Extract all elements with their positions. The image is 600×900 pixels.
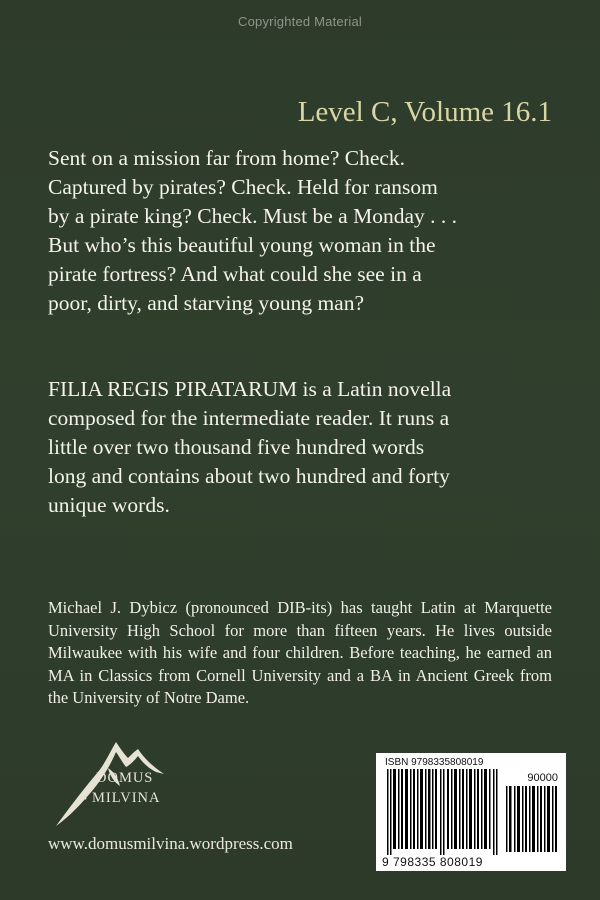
barcode-bars <box>385 769 503 855</box>
description-line: long and contains about two hundred and forty <box>48 464 450 488</box>
description-line: little over two thousand five hundred words <box>48 435 425 459</box>
blurb-line: by a pirate king? Check. Must be a Monday . . . <box>48 204 458 228</box>
publisher-logo <box>52 734 182 834</box>
isbn-label: ISBN 9798335808019 <box>385 757 484 768</box>
publisher-name-line2: MILVINA <box>92 790 161 806</box>
blurb-line: pirate fortress? And what could she see in a <box>48 262 422 286</box>
publisher-name-line1: DOMUS <box>96 770 154 786</box>
blurb-paragraph <box>48 144 552 318</box>
copyright-watermark: Copyrighted Material <box>238 14 362 29</box>
publisher-url[interactable]: www.domusmilvina.wordpress.com <box>48 834 293 853</box>
description-paragraph <box>48 375 552 520</box>
isbn-digits: 9 798335 808019 <box>382 855 483 869</box>
price-code: 90000 <box>527 772 558 784</box>
description-line: FILIA REGIS PIRATARUM is a Latin novella <box>48 377 452 401</box>
description-line: composed for the intermediate reader. It runs a <box>48 406 450 430</box>
blurb-line: But who’s this beautiful young woman in the <box>48 233 436 257</box>
description-line: unique words. <box>48 493 170 517</box>
blurb-line: Captured by pirates? Check. Held for ransom <box>48 175 438 199</box>
price-addon-bars <box>506 786 558 852</box>
series-level-label: Level C, Volume 16.1 <box>297 96 552 128</box>
author-bio: Michael J. Dybicz (pronounced DIB-its) has taught Latin at Marquette University High School for more than fifteen years. He lives outside Milwaukee with his wife and four children. Before teaching, he earned an MA in Classics from Cornell University and a BA in Ancient Greek from the University of Notre Dame. <box>48 598 552 707</box>
blurb-line: poor, dirty, and starving young man? <box>48 291 365 315</box>
blurb-line: Sent on a mission far from home? Check. <box>48 146 406 170</box>
isbn-barcode <box>376 753 566 871</box>
